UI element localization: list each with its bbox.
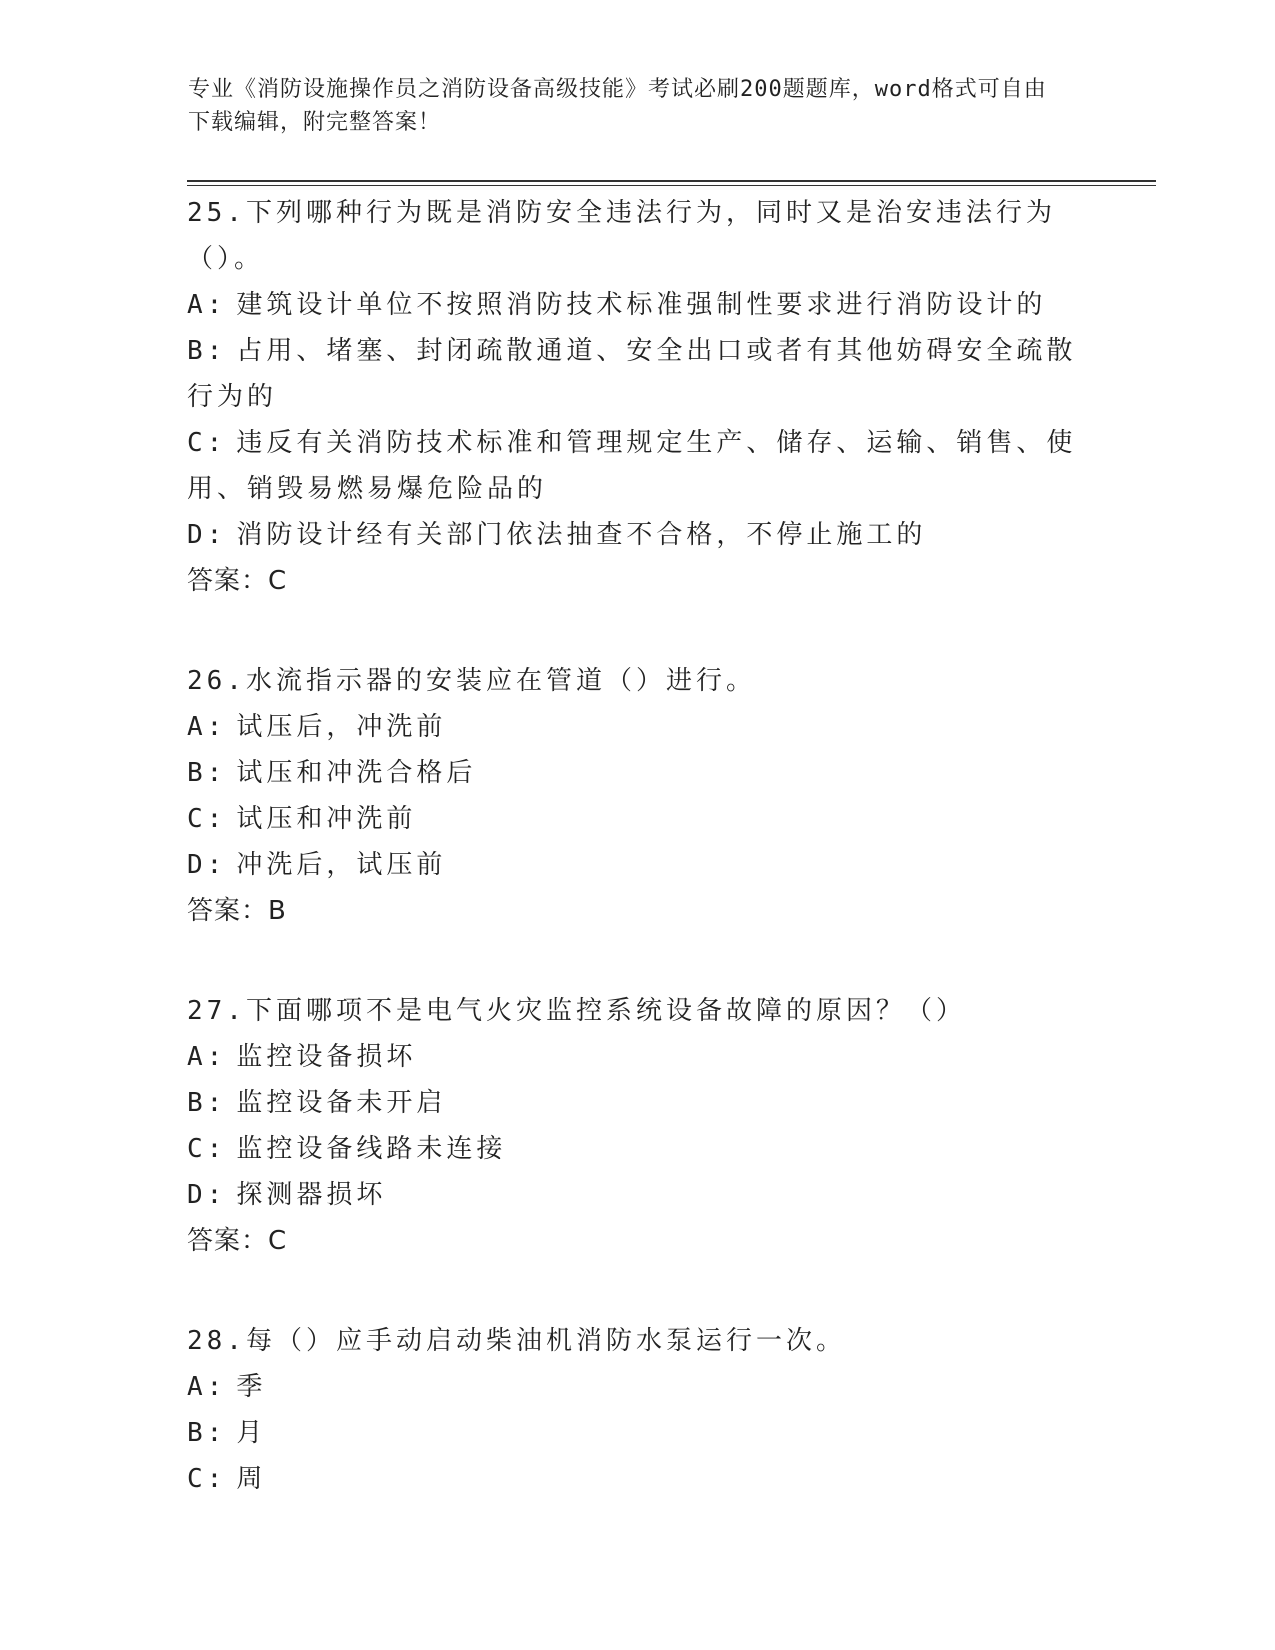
option-text: 周 xyxy=(236,1464,267,1494)
option-text: 试压后，冲洗前 xyxy=(236,712,447,742)
header-rule-thin xyxy=(187,185,1156,186)
answer-line: 答案：B xyxy=(187,896,287,926)
option-c xyxy=(187,1456,1087,1502)
option-b xyxy=(187,1410,1087,1456)
option-text: 冲洗后，试压前 xyxy=(236,850,447,880)
question-27 xyxy=(187,988,1087,1264)
question-28 xyxy=(187,1318,1087,1502)
option-text: 月 xyxy=(236,1418,267,1448)
option-text: 监控设备损坏 xyxy=(236,1042,417,1072)
option-text: 违反有关消防技术标准和管理规定生产、储存、运输、销售、使用、销毁易燃易爆危险品的 xyxy=(187,428,1077,504)
option-a xyxy=(187,1034,1087,1080)
option-b xyxy=(187,1080,1087,1126)
option-text: 试压和冲洗合格后 xyxy=(236,758,477,788)
option-b xyxy=(187,328,1087,420)
option-d xyxy=(187,512,1087,558)
option-text: 监控设备未开启 xyxy=(236,1088,447,1118)
question-number: 26. xyxy=(187,666,246,696)
option-label: C: xyxy=(187,428,227,458)
option-c xyxy=(187,420,1087,512)
option-text: 季 xyxy=(236,1372,267,1402)
question-stem xyxy=(187,190,1087,282)
option-label: D: xyxy=(187,1180,227,1210)
question-text: 每（）应手动启动柴油机消防水泵运行一次。 xyxy=(245,1326,846,1356)
option-b xyxy=(187,750,1087,796)
option-c xyxy=(187,1126,1087,1172)
option-label: C: xyxy=(187,1464,227,1494)
option-a xyxy=(187,1364,1087,1410)
option-label: B: xyxy=(187,1088,227,1118)
option-text: 消防设计经有关部门依法抽查不合格，不停止施工的 xyxy=(236,520,927,550)
option-a xyxy=(187,704,1087,750)
question-26 xyxy=(187,658,1087,934)
answer-line: 答案：C xyxy=(187,1226,288,1256)
question-stem xyxy=(187,1318,1087,1364)
document-header: 专业《消防设施操作员之消防设备高级技能》考试必刷200题题库，word格式可自由下载编辑，附完整答案！ xyxy=(188,77,1047,135)
question-number: 25. xyxy=(187,198,246,228)
question-text: 下列哪种行为既是消防安全违法行为，同时又是治安违法行为（）。 xyxy=(187,198,1056,274)
option-text: 试压和冲洗前 xyxy=(236,804,417,834)
option-text: 探测器损坏 xyxy=(236,1180,387,1210)
option-label: A: xyxy=(187,712,227,742)
question-number: 27. xyxy=(187,996,246,1026)
question-text: 水流指示器的安装应在管道（）进行。 xyxy=(245,666,756,696)
question-25 xyxy=(187,190,1087,604)
option-label: B: xyxy=(187,1418,227,1448)
option-a xyxy=(187,282,1087,328)
option-label: C: xyxy=(187,804,227,834)
option-d xyxy=(187,842,1087,888)
option-text: 占用、堵塞、封闭疏散通道、安全出口或者有其他妨碍安全疏散行为的 xyxy=(187,336,1077,412)
option-label: D: xyxy=(187,850,227,880)
option-label: A: xyxy=(187,1042,227,1072)
answer-line: 答案：C xyxy=(187,566,288,596)
option-text: 监控设备线路未连接 xyxy=(236,1134,507,1164)
option-label: B: xyxy=(187,758,227,788)
option-label: D: xyxy=(187,520,227,550)
option-d xyxy=(187,1172,1087,1218)
option-label: B: xyxy=(187,336,227,366)
option-text: 建筑设计单位不按照消防技术标准强制性要求进行消防设计的 xyxy=(236,290,1047,320)
option-c xyxy=(187,796,1087,842)
question-text: 下面哪项不是电气火灾监控系统设备故障的原因？（） xyxy=(245,996,966,1026)
option-label: A: xyxy=(187,1372,227,1402)
question-number: 28. xyxy=(187,1326,246,1356)
option-label: C: xyxy=(187,1134,227,1164)
question-list xyxy=(187,190,1087,1556)
header-rule-thick xyxy=(187,180,1156,182)
option-label: A: xyxy=(187,290,227,320)
question-stem xyxy=(187,988,1087,1034)
question-stem xyxy=(187,658,1087,704)
